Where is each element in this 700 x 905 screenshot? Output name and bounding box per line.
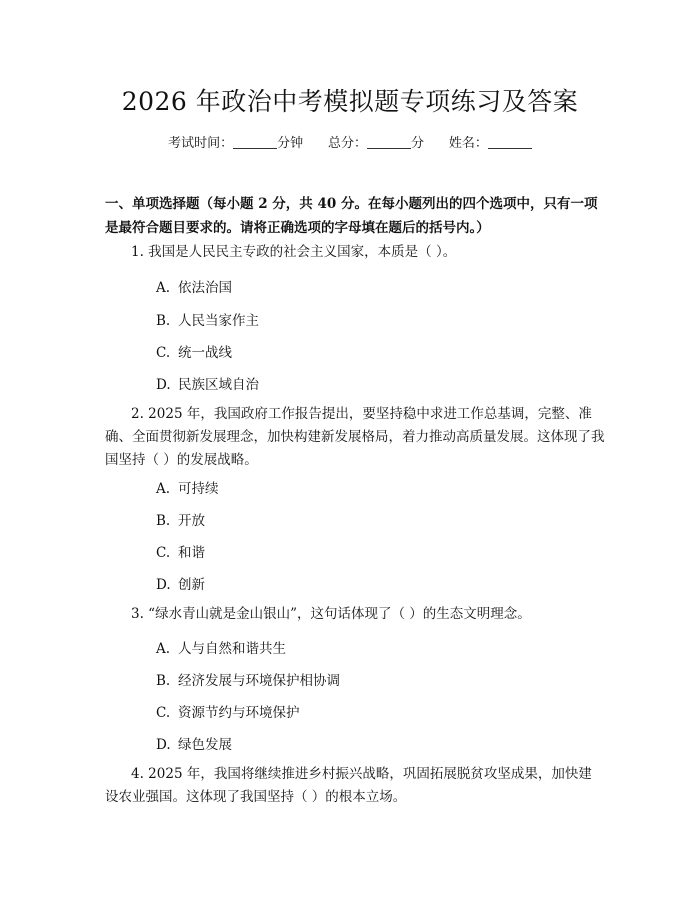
option-letter: B. [156,513,171,529]
q3-option-a [156,637,286,657]
option-text: 依法治国 [178,280,232,296]
q2-option-c [156,541,205,561]
score-label: 总分： [327,136,367,151]
question-4: 4. 2025 年，我国将继续推进乡村振兴战略，巩固拓展脱贫攻坚成果，加快建设农业强国。这体现了我国坚持（ ）的根本立场。 [105,766,592,805]
option-text: 统一战线 [178,345,232,361]
option-letter: A. [156,280,171,296]
name-label: 姓名： [448,136,488,151]
question-1: 1. 我国是人民民主专政的社会主义国家，本质是（ ）。 [131,244,457,260]
option-letter: C. [156,345,171,361]
q1-option-d [156,373,259,393]
q3-option-c [156,701,300,721]
q3-option-d [156,733,232,753]
score-unit: 分 [411,136,425,151]
option-text: 绿色发展 [178,737,232,753]
time-unit: 分钟 [277,136,304,151]
q1-option-b [156,309,259,329]
option-letter: D. [156,737,171,753]
option-letter: B. [156,673,171,689]
option-letter: D. [156,377,171,393]
question-2: 2. 2025 年，我国政府工作报告提出，要坚持稳中求进工作总基调，完整、准确、全面贯彻新发展理念，加快构建新发展格局，着力推动高质量发展。这体现了我国坚持（ ）的发展战略。 [105,406,605,468]
option-letter: D. [156,577,171,593]
option-text: 人民当家作主 [178,313,259,329]
option-text: 和谐 [178,545,205,561]
option-text: 开放 [178,513,205,529]
option-letter: B. [156,313,171,329]
option-text: 资源节约与环境保护 [178,705,300,721]
score-blank [367,135,411,149]
q2-option-a [156,477,219,497]
option-text: 创新 [178,577,205,593]
q3-option-b [156,669,340,689]
page-title: 2026 年政治中考模拟题专项练习及答案 [121,87,579,116]
section-heading: 一、单项选择题（每小题 2 分，共 40 分。在每小题列出的四个选项中，只有一项是最符合题目要求的。请将正确选项的字母填在题后的括号内。） [105,196,598,236]
option-text: 民族区域自治 [178,377,259,393]
option-letter: C. [156,705,171,721]
exam-info-line [0,132,700,151]
question-3: 3. “绿水青山就是金山银山”，这句话体现了（ ）的生态文明理念。 [131,606,531,622]
q1-option-c [156,341,232,361]
option-letter: A. [156,641,171,657]
option-text: 人与自然和谐共生 [178,641,286,657]
q2-option-d [156,573,205,593]
q1-option-a [156,276,232,296]
time-label: 考试时间： [168,136,234,151]
option-text: 经济发展与环境保护相协调 [178,673,340,689]
name-blank [488,135,532,149]
option-letter: C. [156,545,171,561]
option-text: 可持续 [178,481,219,497]
q2-option-b [156,509,205,529]
time-blank [233,135,277,149]
option-letter: A. [156,481,171,497]
